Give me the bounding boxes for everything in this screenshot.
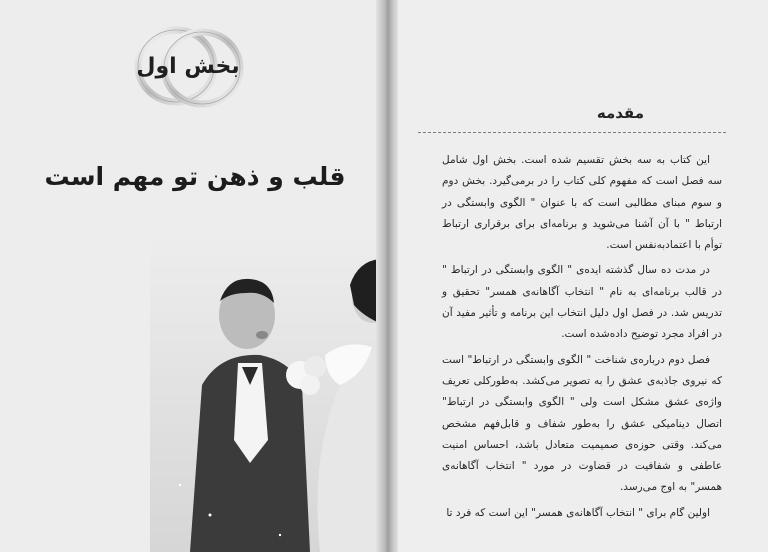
part-tagline: قلب و ذهن تو مهم است [44,162,346,191]
paragraph: این کتاب به سه بخش تقسیم شده است. بخش اول شامل سه فصل است که مفهوم کلی کتاب را در برمی‌گیرد. بخش دوم و سوم مبنای مطالبی است که با عنوان " الگوی وابستگی در ارتباط " با آن آشنا می‌شوید و برنامه‌ای برای برقراری ارتباط توأم با اعتمادبه‌نفس است. [442,154,722,252]
body-text [442,150,722,528]
paragraph: اولین گام برای " انتخاب آگاهانه‌ی همسر" این است که فرد تا [446,506,710,519]
paragraph: در مدت ده سال گذشته ایده‌ی " الگوی وابستگی در ارتباط " در قالب برنامه‌ای به نام " انتخاب آگاهانه‌ی همسر" تحقیق و تدریس شد. در فصل اول دلیل انتخاب این برنامه و تأثیر مفید آن در افراد مجرد توضیح داده‌شده است. [442,264,722,341]
wedding-couple-photo [150,235,384,552]
right-page [398,0,768,552]
section-title: مقدمه [596,104,644,122]
paragraph: فصل دوم درباره‌ی شناخت " الگوی وابستگی در ارتباط" است که نیروی جاذبه‌ی عشق را به تصویر می‌کشد. به‌طورکلی تعریف واژه‌ی عشق مشکل است ولی " الگوی وابستگی در ارتباط" اتصال دینامیکی عشق را به‌طور شفاف و قابل‌فهم مشخص می‌کند. وقتی حوزه‌ی صمیمیت متعادل باشد، احساس امنیت عاطفی و شفافیت در قضاوت در مورد " انتخاب آگاهانه‌ی همسر" به اوج می‌رسد. [442,353,722,494]
section-divider [418,132,726,133]
part-title: بخش اول [136,54,240,79]
book-gutter [376,0,400,552]
